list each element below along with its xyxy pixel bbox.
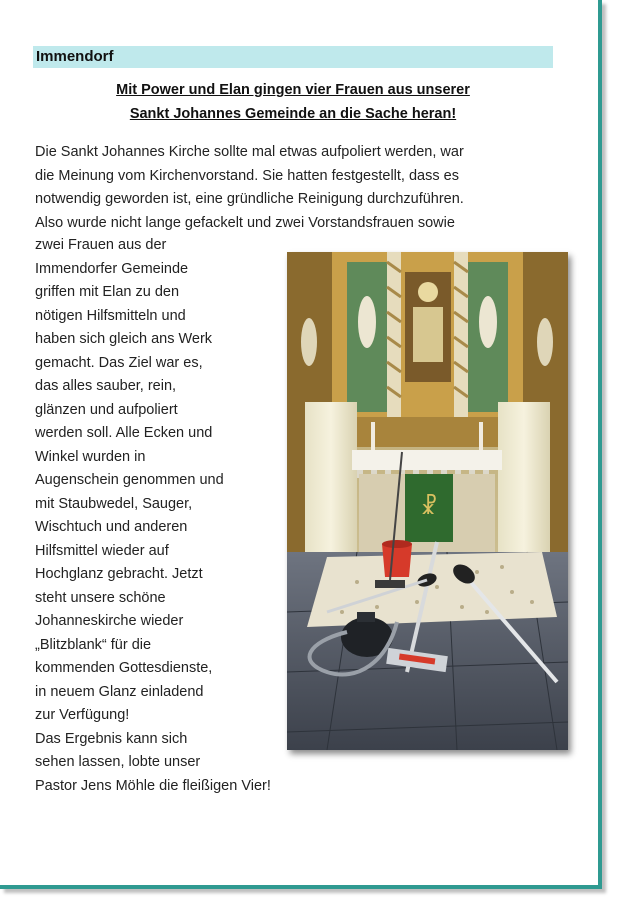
altar-illustration bbox=[287, 252, 568, 750]
body-line: Hochglanz gebracht. Jetzt bbox=[35, 566, 203, 582]
body-line: sehen lassen, lobte unser bbox=[35, 754, 201, 770]
body-line: haben sich gleich ans Werk bbox=[35, 331, 213, 347]
body-line: Winkel wurden in bbox=[35, 448, 146, 465]
body-line: mit Staubwedel, Sauger, bbox=[35, 495, 193, 512]
headline-line: Mit Power und Elan gingen vier Frauen aus unserer bbox=[116, 82, 470, 98]
article-headline bbox=[33, 78, 553, 126]
intro-line: die Meinung vom Kirchenvorstand. Sie hatten festgestellt, dass es bbox=[35, 167, 459, 184]
body-line: glänzen und aufpoliert bbox=[35, 401, 178, 418]
intro-line: Die Sankt Johannes Kirche sollte mal etwas aufpoliert werden, war bbox=[35, 144, 464, 160]
intro-paragraph bbox=[35, 141, 560, 235]
body-line: kommenden Gottesdienste, bbox=[35, 660, 213, 676]
body-line: steht unsere schöne bbox=[35, 589, 166, 606]
body-line: Johanneskirche wieder bbox=[35, 613, 184, 629]
section-title: Immendorf bbox=[36, 48, 114, 65]
body-line: Hilfsmittel wieder auf bbox=[35, 542, 169, 559]
body-line: zur Verfügung! bbox=[35, 707, 130, 723]
body-line: griffen mit Elan zu den bbox=[35, 284, 180, 300]
body-line: werden soll. Alle Ecken und bbox=[35, 425, 213, 441]
body-line: nötigen Hilfsmitteln und bbox=[35, 307, 186, 324]
body-line: Pastor Jens Möhle die fleißigen Vier! bbox=[35, 777, 271, 794]
body-line: Das Ergebnis kann sich bbox=[35, 730, 188, 747]
body-text-column bbox=[35, 234, 325, 798]
svg-text:☧: ☧ bbox=[420, 495, 438, 520]
intro-line: Also wurde nicht lange gefackelt und zwei Vorstandsfrauen sowie bbox=[35, 214, 455, 231]
headline-line: Sankt Johannes Gemeinde an die Sache heran! bbox=[129, 106, 457, 122]
body-line: Wischtuch und anderen bbox=[35, 519, 188, 535]
church-altar-photo bbox=[287, 252, 568, 750]
body-line: gemacht. Das Ziel war es, bbox=[35, 354, 203, 371]
intro-line: notwendig geworden ist, eine gründliche Reinigung durchzuführen. bbox=[35, 191, 464, 207]
body-line: Augenschein genommen und bbox=[35, 472, 224, 488]
body-line: zwei Frauen aus der bbox=[35, 237, 167, 253]
body-line: „Blitzblank“ für die bbox=[35, 636, 152, 653]
section-title-bar bbox=[33, 46, 553, 68]
body-line: Immendorfer Gemeinde bbox=[35, 260, 189, 277]
body-line: in neuem Glanz einladend bbox=[35, 683, 204, 700]
body-line: das alles sauber, rein, bbox=[35, 378, 177, 394]
